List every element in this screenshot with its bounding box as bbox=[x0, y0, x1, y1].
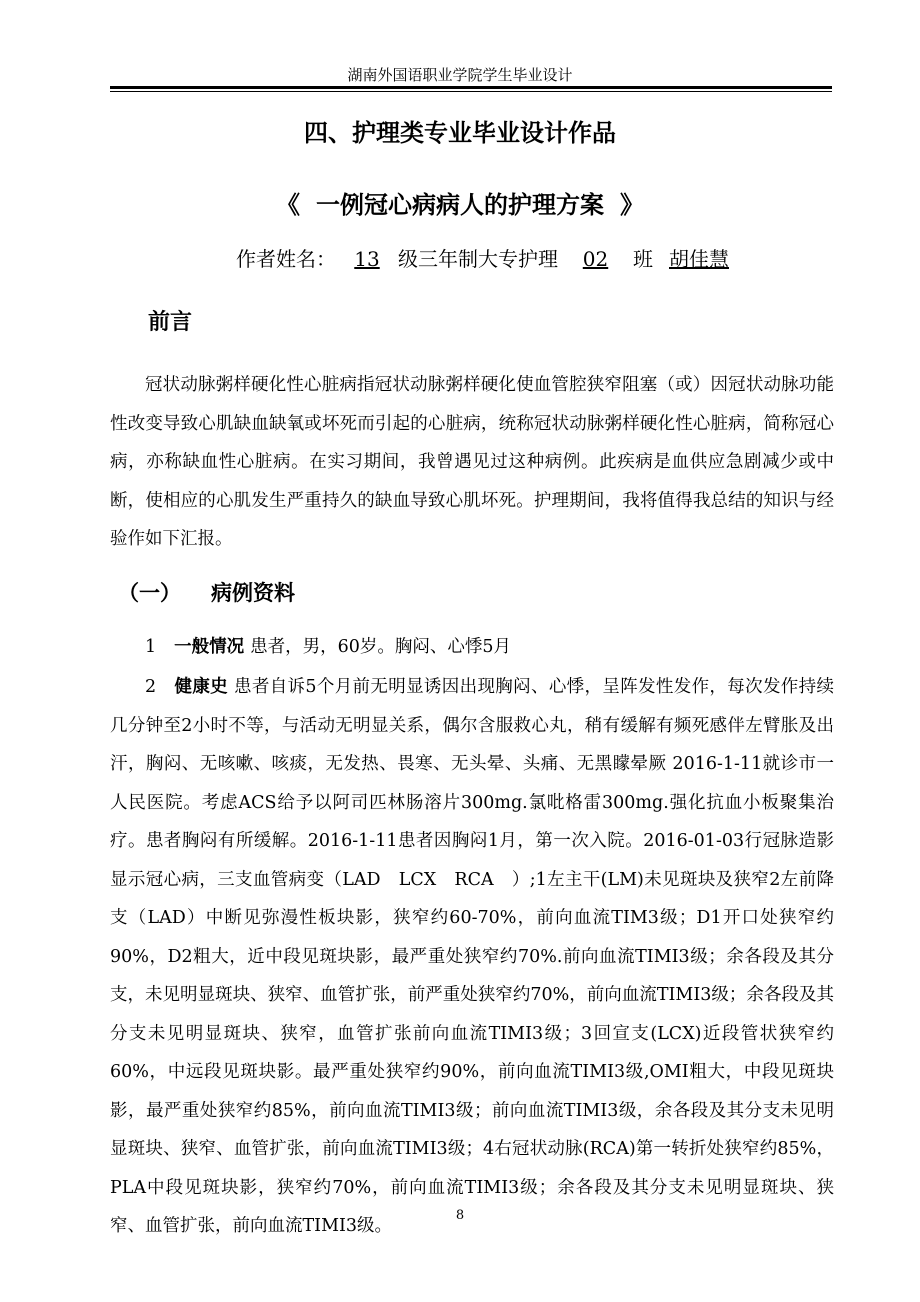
subtitle-close-bracket: 》 bbox=[620, 191, 644, 219]
page-number: 8 bbox=[455, 1208, 465, 1223]
section-heading bbox=[118, 577, 295, 607]
section-number: （一） bbox=[118, 581, 181, 605]
item-label: 一般情况 bbox=[174, 637, 245, 657]
author-class: 02 bbox=[582, 247, 609, 271]
document-subtitle bbox=[0, 185, 920, 220]
document-title: 四、护理类专业毕业设计作品 bbox=[304, 119, 616, 147]
health-history-paragraph bbox=[110, 668, 834, 1246]
item-number: 1 bbox=[145, 637, 157, 657]
page-header: 湖南外国语职业学院学生毕业设计 bbox=[347, 66, 573, 84]
item-label: 健康史 bbox=[174, 677, 229, 697]
preface-paragraph: 冠状动脉粥样硬化性心脏病指冠状动脉粥样硬化使血管腔狭窄阻塞（或）因冠状动脉功能性改变导致心肌缺血缺氧或坏死而引起的心脏病，统称冠状动脉粥样硬化性心脏病，简称冠心病，亦称缺血性心脏病。在实习期间，我曾遇见过这种病例。此疾病是血供应急剧减少或中断，使相应的心肌发生严重持久的缺血导致心肌坏死。护理期间，我将值得我总结的知识与经验作如下汇报。 bbox=[110, 375, 834, 549]
author-grade-suffix: 级三年制大专护理 bbox=[398, 247, 558, 271]
header-rule bbox=[110, 86, 832, 92]
general-info-paragraph bbox=[110, 628, 834, 667]
preface-heading: 前言 bbox=[148, 310, 193, 335]
subtitle-open-bracket: 《 bbox=[276, 191, 300, 219]
section-label: 病例资料 bbox=[211, 581, 295, 605]
item-number: 2 bbox=[145, 677, 157, 697]
item-text: 患者自诉5个月前无明显诱因出现胸闷、心悸，呈阵发性发作，每次发作持续几分钟至2小时不等，与活动无明显关系，偶尔含服救心丸，稍有缓解有频死感伴左臂胀及出汗，胸闷、无咳嗽、咳痰，无发热、畏寒、无头晕、头痛、无黑矇晕厥 2016-1-11就诊市一人民医院。考虑ACS给予以阿司匹林肠溶片300mg.氯吡格雷300mg.强化抗血小板聚集治疗。患者胸闷有所缓解。2016-1-11患者因胸闷1月，第一次入院。2016-01-03行冠脉造影显示冠心病，三支血管病变（LAD LCX RCA ）;1左主干(LM)未见斑块及狭窄2左前降支（LAD）中断见弥漫性板块影，狭窄约60-70%，前向血流TIM3级；D1开口处狭窄约90%，D2粗大，近中段见斑块影，最严重处狭窄约70%.前向血流TIMI3级；余各段及其分支，未见明显斑块、狭窄、血管扩张，前严重处狭窄约70%，前向血流TIMI3级；余各段及其分支未见明显斑块、狭窄，血管扩张前向血流TIMI3级；3回宣支(LCX)近段管状狭窄约60%，中远段见斑块影。最严重处狭窄约90%，前向血流TIMI3级,OMI粗大，中段见斑块影，最严重处狭窄约85%，前向血流TIMI3级；前向血流TIMI3级，余各段及其分支未见明显斑块、狭窄、血管扩张，前向血流TIMI3级；4右冠状动脉(RCA)第一转折处狭窄约85%，PLA中段见斑块影，狭窄约70%，前向血流TIMI3级；余各段及其分支未见明显斑块、狭窄、血管扩张，前向血流TIMI3级。 bbox=[110, 677, 834, 1236]
author-label: 作者姓名： bbox=[236, 247, 336, 271]
author-name: 胡佳慧 bbox=[669, 247, 729, 271]
author-line bbox=[236, 243, 793, 272]
item-text: 患者，男，60岁。胸闷、心悸5月 bbox=[250, 637, 512, 657]
subtitle-text: 一例冠心病病人的护理方案 bbox=[316, 191, 604, 219]
author-grade: 13 bbox=[354, 247, 380, 271]
author-class-suffix: 班 bbox=[633, 247, 653, 271]
